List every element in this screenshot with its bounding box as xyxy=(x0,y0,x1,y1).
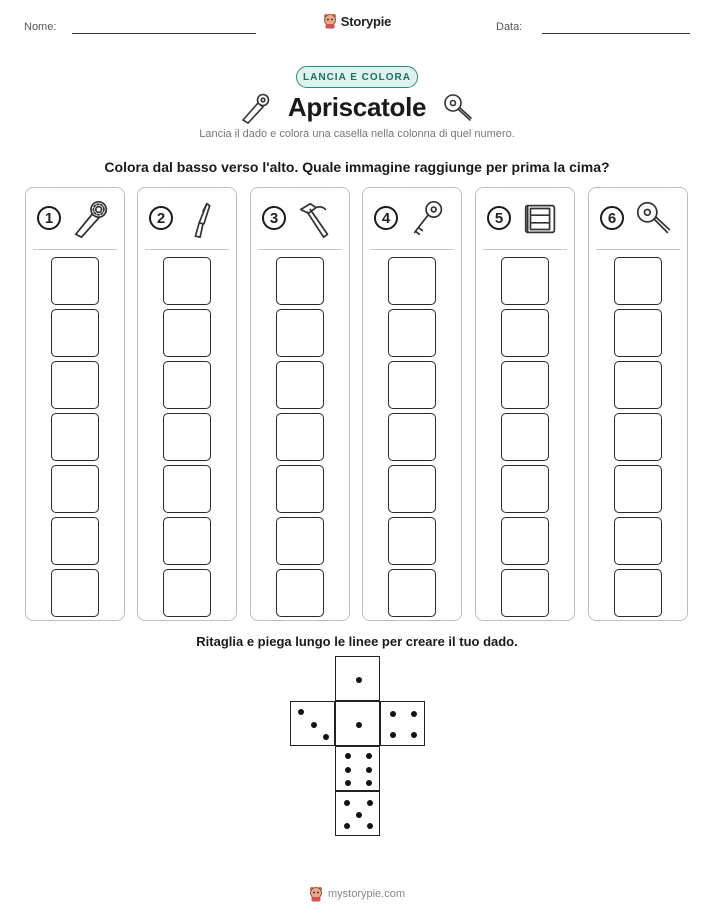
column-5 xyxy=(475,187,575,621)
round-can-opener-icon xyxy=(442,92,476,124)
dice-pip xyxy=(356,722,362,728)
column-divider xyxy=(370,249,454,250)
page-title: Apriscatole xyxy=(287,92,427,122)
open-can-icon xyxy=(520,198,562,240)
color-box[interactable] xyxy=(51,361,99,409)
color-box[interactable] xyxy=(501,517,549,565)
color-box[interactable] xyxy=(163,517,211,565)
color-box[interactable] xyxy=(51,465,99,513)
column-2 xyxy=(137,187,237,621)
column-1 xyxy=(25,187,125,621)
column-divider xyxy=(596,249,680,250)
dice-face-4[interactable] xyxy=(380,701,425,746)
column-number: 2 xyxy=(149,206,173,230)
dice-pip xyxy=(345,753,351,759)
color-box[interactable] xyxy=(163,257,211,305)
dice-face-1[interactable] xyxy=(335,656,380,701)
column-divider xyxy=(145,249,229,250)
color-box[interactable] xyxy=(276,309,324,357)
column-number: 4 xyxy=(374,206,398,230)
storypie-mascot-icon xyxy=(323,13,337,29)
color-box[interactable] xyxy=(614,517,662,565)
dice-instruction: Ritaglia e piega lungo le linee per creare il tuo dado. xyxy=(196,634,518,649)
date-label: Data: xyxy=(496,21,523,33)
dice-face-6[interactable] xyxy=(335,746,380,791)
color-box[interactable] xyxy=(51,257,99,305)
color-box[interactable] xyxy=(614,309,662,357)
color-box[interactable] xyxy=(501,569,549,617)
color-box[interactable] xyxy=(388,465,436,513)
color-box[interactable] xyxy=(276,257,324,305)
color-box[interactable] xyxy=(614,465,662,513)
color-box[interactable] xyxy=(388,361,436,409)
dice-pip xyxy=(344,800,350,806)
dice-pip xyxy=(356,812,362,818)
brand-name: Storypie xyxy=(340,13,392,29)
activity-badge: LANCIA E COLORA xyxy=(296,66,418,88)
color-box[interactable] xyxy=(276,361,324,409)
color-box[interactable] xyxy=(501,465,549,513)
dice-face-1[interactable] xyxy=(335,701,380,746)
dice-pip xyxy=(311,722,317,728)
dice-pip xyxy=(367,800,373,806)
brand-logo xyxy=(0,13,714,29)
color-box[interactable] xyxy=(388,569,436,617)
color-box[interactable] xyxy=(51,569,99,617)
color-box[interactable] xyxy=(388,517,436,565)
dice-pip xyxy=(345,780,351,786)
color-box[interactable] xyxy=(163,361,211,409)
column-4 xyxy=(362,187,462,621)
color-box[interactable] xyxy=(51,413,99,461)
page-subtitle: Lancia il dado e colora una casella nella colonna di quel numero. xyxy=(199,128,515,140)
color-box[interactable] xyxy=(614,413,662,461)
hammer-icon xyxy=(295,198,337,240)
column-6 xyxy=(588,187,688,621)
dice-pip xyxy=(366,767,372,773)
dice-pip xyxy=(323,734,329,740)
key-icon xyxy=(407,198,449,240)
color-box[interactable] xyxy=(163,569,211,617)
color-box[interactable] xyxy=(388,257,436,305)
dice-pip xyxy=(356,677,362,683)
color-box[interactable] xyxy=(501,413,549,461)
dice-pip xyxy=(298,709,304,715)
color-box[interactable] xyxy=(501,309,549,357)
column-divider xyxy=(483,249,567,250)
dice-pip xyxy=(366,753,372,759)
dice-pip xyxy=(367,823,373,829)
column-number: 3 xyxy=(262,206,286,230)
rotary-can-opener-icon xyxy=(70,198,112,240)
color-box[interactable] xyxy=(388,309,436,357)
footer-url[interactable]: mystorypie.com xyxy=(327,888,406,900)
color-box[interactable] xyxy=(614,361,662,409)
date-line[interactable] xyxy=(542,33,690,34)
color-box[interactable] xyxy=(163,413,211,461)
color-box[interactable] xyxy=(163,465,211,513)
storypie-mascot-icon xyxy=(309,886,323,902)
dice-pip xyxy=(344,823,350,829)
name-label: Nome: xyxy=(24,21,57,33)
dice-pip xyxy=(345,767,351,773)
column-divider xyxy=(258,249,342,250)
color-box[interactable] xyxy=(388,413,436,461)
dice-pip xyxy=(390,711,396,717)
column-divider xyxy=(33,249,117,250)
dice-pip xyxy=(366,780,372,786)
blade-can-opener-icon xyxy=(182,198,224,240)
color-box[interactable] xyxy=(276,569,324,617)
color-box[interactable] xyxy=(163,309,211,357)
dice-pip xyxy=(390,732,396,738)
color-box[interactable] xyxy=(501,361,549,409)
column-number: 6 xyxy=(600,206,624,230)
color-box[interactable] xyxy=(51,517,99,565)
dice-face-3[interactable] xyxy=(290,701,335,746)
color-box[interactable] xyxy=(276,413,324,461)
color-box[interactable] xyxy=(276,465,324,513)
color-box[interactable] xyxy=(276,517,324,565)
name-line[interactable] xyxy=(72,33,256,34)
color-box[interactable] xyxy=(614,257,662,305)
column-number: 5 xyxy=(487,206,511,230)
color-box[interactable] xyxy=(51,309,99,357)
column-3 xyxy=(250,187,350,621)
footer xyxy=(0,886,714,902)
dice-face-5[interactable] xyxy=(335,791,380,836)
column-number: 1 xyxy=(37,206,61,230)
game-instruction: Colora dal basso verso l'alto. Quale immagine raggiunge per prima la cima? xyxy=(104,159,610,175)
dice-pip xyxy=(411,732,417,738)
color-box[interactable] xyxy=(501,257,549,305)
dice-pip xyxy=(411,711,417,717)
round-can-opener-icon xyxy=(633,198,675,240)
color-box[interactable] xyxy=(614,569,662,617)
dice-net xyxy=(290,656,425,836)
